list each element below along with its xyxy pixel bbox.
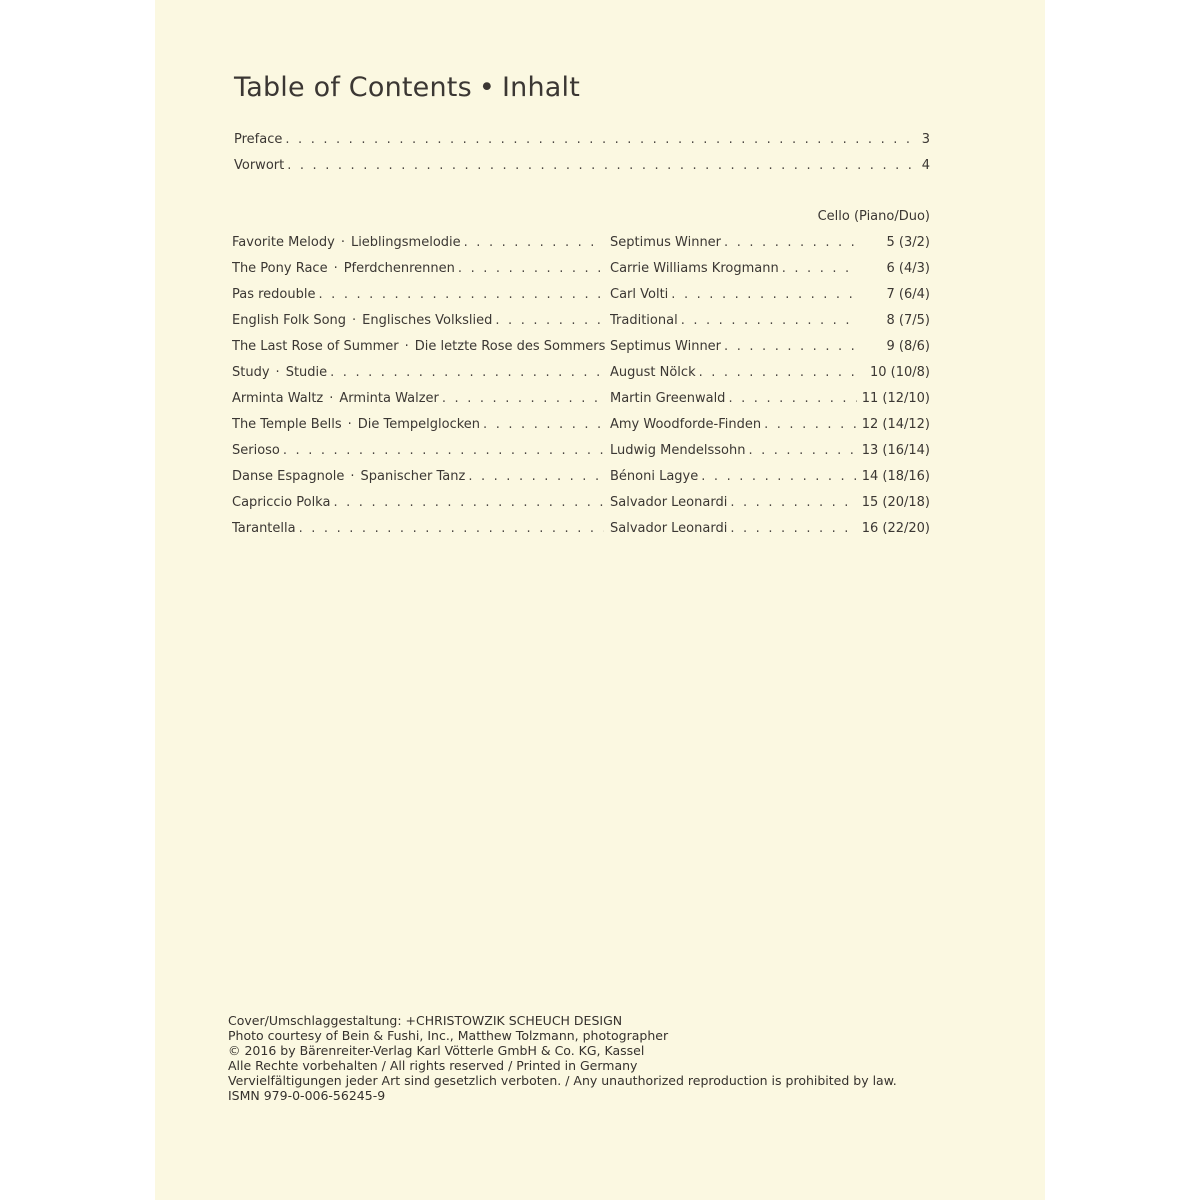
dot-leader [330,365,604,380]
toc-row[interactable] [232,469,930,484]
piece-title [232,313,607,328]
title-german: Inhalt [502,72,581,103]
toc-row[interactable] [232,391,930,406]
piece-title [232,261,607,276]
imprint-line: Photo courtesy of Bein & Fushi, Inc., Matthew Tolzmann, photographer [228,1028,669,1043]
dot-leader [285,132,918,147]
piece-title [232,521,607,536]
piece-title-english: Capriccio Polka [232,495,331,510]
piece-title-german: Studie [285,365,328,380]
piece-title-german: Arminta Walzer [339,391,439,406]
dot-leader [671,287,857,302]
title-separator: · [340,235,345,250]
piece-title [232,495,607,510]
front-matter-page: 3 [921,132,930,147]
piece-title-german: Lieblingsmelodie [350,235,461,250]
dot-leader [724,339,857,354]
dot-leader [728,391,857,406]
title-separator: · [329,391,334,406]
column-header: Cello (Piano/Duo) [817,209,930,224]
dot-leader [681,313,857,328]
dot-leader [764,417,857,432]
title-separator: · [350,469,355,484]
title-separator: · [333,261,338,276]
composer-name: Septimus Winner [610,235,722,250]
page-numbers: 16 (22/20) [861,521,930,536]
dot-leader [699,365,857,380]
toc-row[interactable] [232,287,930,302]
piece-title-english: The Pony Race [232,261,328,276]
dot-leader [299,521,604,536]
piece-title [232,235,607,250]
composer [610,261,860,276]
imprint [228,1013,897,1103]
composer [610,365,860,380]
page-numbers: 15 (20/18) [861,495,930,510]
composer [610,235,860,250]
toc-row-vorwort[interactable] [234,158,930,173]
piece-title-english: Pas redouble [232,287,316,302]
piece-title-german: Englisches Volkslied [362,313,493,328]
composer-name: Carl Volti [610,287,669,302]
composer-name: Bénoni Lagye [610,469,699,484]
toc-row[interactable] [232,365,930,380]
piece-title [232,287,607,302]
dot-leader [701,469,857,484]
dot-leader [495,313,604,328]
piece-title-english: Danse Espagnole [232,469,345,484]
piece-title-german: Die letzte Rose des Sommers [414,339,606,354]
dot-leader [724,235,857,250]
toc-row[interactable] [232,235,930,250]
dot-leader [333,495,604,510]
page-title [234,72,580,103]
dot-leader [748,443,857,458]
composer-name: Salvador Leonardi [610,495,728,510]
composer-name: Carrie Williams Krogmann [610,261,779,276]
dot-leader [283,443,604,458]
page-numbers: 9 (8/6) [886,339,930,354]
page-numbers: 6 (4/3) [886,261,930,276]
imprint-line: Cover/Umschlaggestaltung: +CHRISTOWZIK SCHEUCH DESIGN [228,1013,623,1028]
dot-leader [458,261,604,276]
dot-leader [782,261,857,276]
front-matter-label: Preface [234,132,283,147]
front-matter-label: Vorwort [234,158,285,173]
title-separator: · [352,313,357,328]
piece-title-german: Spanischer Tanz [360,469,466,484]
front-matter-page: 4 [921,158,930,173]
piece-title [232,417,607,432]
title-separator: • [478,72,495,103]
toc-row[interactable] [232,339,930,354]
title-separator: · [347,417,352,432]
page-numbers: 14 (18/16) [861,469,930,484]
piece-title [232,391,607,406]
imprint-line: Vervielfältigungen jeder Art sind gesetzlich verboten. / Any unauthorized reproduction is prohibited by law. [228,1073,897,1088]
title-english: Table of Contents [234,72,472,103]
page-numbers: 5 (3/2) [886,235,930,250]
toc-row[interactable] [232,417,930,432]
page-numbers: 8 (7/5) [886,313,930,328]
piece-title-english: Favorite Melody [232,235,335,250]
composer [610,313,860,328]
composer [610,339,860,354]
dot-leader [468,469,604,484]
composer-name: Traditional [610,313,678,328]
piece-title-english: Serioso [232,443,280,458]
composer-name: Amy Woodforde-Finden [610,417,762,432]
composer [610,495,860,510]
dot-leader [287,158,919,173]
composer [610,521,860,536]
piece-title-english: The Last Rose of Summer [232,339,399,354]
toc-row[interactable] [232,443,930,458]
composer [610,469,860,484]
toc-row-preface[interactable] [234,132,930,147]
piece-title [232,469,607,484]
toc-row[interactable] [232,495,930,510]
piece-title-english: Study [232,365,270,380]
composer-name: Salvador Leonardi [610,521,728,536]
page-numbers: 11 (12/10) [861,391,930,406]
piece-title-german: Die Tempelglocken [357,417,481,432]
piece-title [232,339,607,354]
piece-title-german: Pferdchenrennen [343,261,455,276]
piece-title-english: Arminta Waltz [232,391,324,406]
imprint-line: Alle Rechte vorbehalten / All rights reserved / Printed in Germany [228,1058,638,1073]
title-separator: · [404,339,409,354]
composer-name: Martin Greenwald [610,391,726,406]
piece-title [232,365,607,380]
dot-leader [442,391,604,406]
toc-row[interactable] [232,313,930,328]
imprint-line: © 2016 by Bärenreiter-Verlag Karl Vötterle GmbH & Co. KG, Kassel [228,1043,645,1058]
page-numbers: 12 (14/12) [861,417,930,432]
dot-leader [319,287,605,302]
piece-title-english: The Temple Bells [232,417,342,432]
page-numbers: 7 (6/4) [886,287,930,302]
composer-name: Ludwig Mendelssohn [610,443,746,458]
dot-leader [483,417,604,432]
title-separator: · [275,365,280,380]
composer [610,443,860,458]
composer-name: Septimus Winner [610,339,722,354]
piece-title-english: English Folk Song [232,313,347,328]
composer [610,417,860,432]
dot-leader [730,521,857,536]
piece-title [232,443,607,458]
toc-row[interactable] [232,521,930,536]
composer [610,287,860,302]
page-numbers: 10 (10/8) [869,365,930,380]
composer-name: August Nölck [610,365,696,380]
dot-leader [464,235,604,250]
imprint-line: ISMN 979-0-006-56245-9 [228,1088,386,1103]
piece-title-english: Tarantella [232,521,296,536]
page-numbers: 13 (16/14) [861,443,930,458]
dot-leader [730,495,857,510]
composer [610,391,860,406]
toc-row[interactable] [232,261,930,276]
